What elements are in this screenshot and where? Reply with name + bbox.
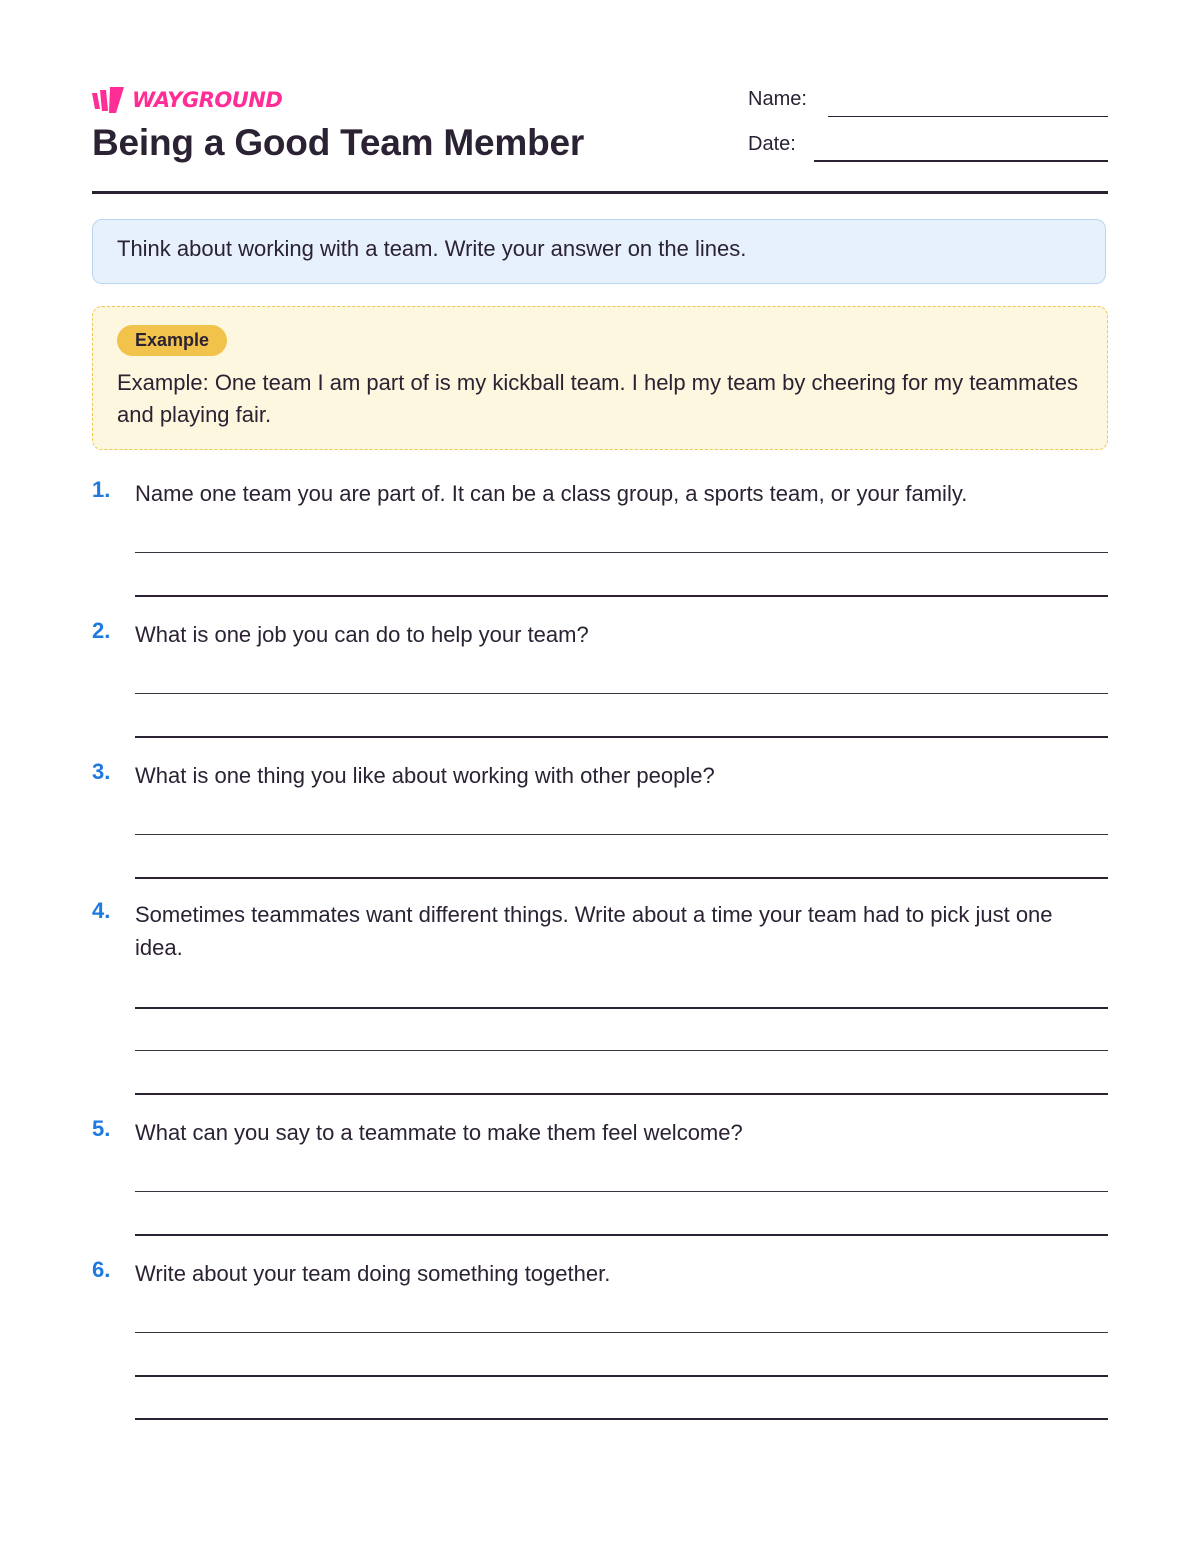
question-text: What can you say to a teammate to make them feel welcome? bbox=[135, 1120, 743, 1145]
answer-line[interactable] bbox=[135, 834, 1108, 835]
question-number: 1. bbox=[92, 477, 111, 502]
answer-line[interactable] bbox=[135, 552, 1108, 553]
brand-logo bbox=[92, 86, 282, 114]
answer-line[interactable] bbox=[135, 693, 1108, 694]
date-label: Date: bbox=[748, 133, 796, 155]
answer-line[interactable] bbox=[135, 1191, 1108, 1192]
question-text: What is one thing you like about working with other people? bbox=[135, 763, 715, 788]
answer-line[interactable] bbox=[135, 1375, 1108, 1377]
question-number: 3. bbox=[92, 759, 111, 784]
date-field-row bbox=[748, 133, 796, 156]
name-label: Name: bbox=[748, 88, 807, 110]
answer-line[interactable] bbox=[135, 1007, 1108, 1009]
page-title: Being a Good Team Member bbox=[92, 122, 585, 163]
answer-line[interactable] bbox=[135, 1050, 1108, 1051]
answer-line[interactable] bbox=[135, 1418, 1108, 1420]
question-text: Name one team you are part of. It can be a class group, a sports team, or your family. bbox=[135, 481, 968, 506]
question-number: 6. bbox=[92, 1257, 111, 1282]
answer-line[interactable] bbox=[135, 877, 1108, 879]
example-badge: Example bbox=[117, 325, 227, 356]
wayground-logo-icon bbox=[92, 87, 126, 113]
header-divider bbox=[92, 191, 1108, 194]
question-text: Write about your team doing something together. bbox=[135, 1261, 611, 1286]
example-box bbox=[92, 306, 1108, 450]
question-text: What is one job you can do to help your team? bbox=[135, 622, 589, 647]
answer-line[interactable] bbox=[135, 1234, 1108, 1236]
instructions-box: Think about working with a team. Write your answer on the lines. bbox=[92, 219, 1106, 284]
answer-line[interactable] bbox=[135, 595, 1108, 597]
question-text: Sometimes teammates want different things. Write about a time your team had to pick just one idea. bbox=[135, 902, 1053, 960]
example-text: Example: One team I am part of is my kickball team. I help my team by cheering for my teammates and playing fair. bbox=[117, 370, 1079, 427]
answer-line[interactable] bbox=[135, 1093, 1108, 1095]
answer-line[interactable] bbox=[135, 1332, 1108, 1333]
name-field-row bbox=[748, 88, 807, 111]
name-field[interactable] bbox=[828, 116, 1108, 117]
question-number: 2. bbox=[92, 618, 111, 643]
date-field[interactable] bbox=[814, 160, 1108, 162]
brand-name: WAYGROUND bbox=[132, 88, 283, 112]
answer-line[interactable] bbox=[135, 736, 1108, 738]
question-number: 4. bbox=[92, 898, 111, 923]
question-number: 5. bbox=[92, 1116, 111, 1141]
